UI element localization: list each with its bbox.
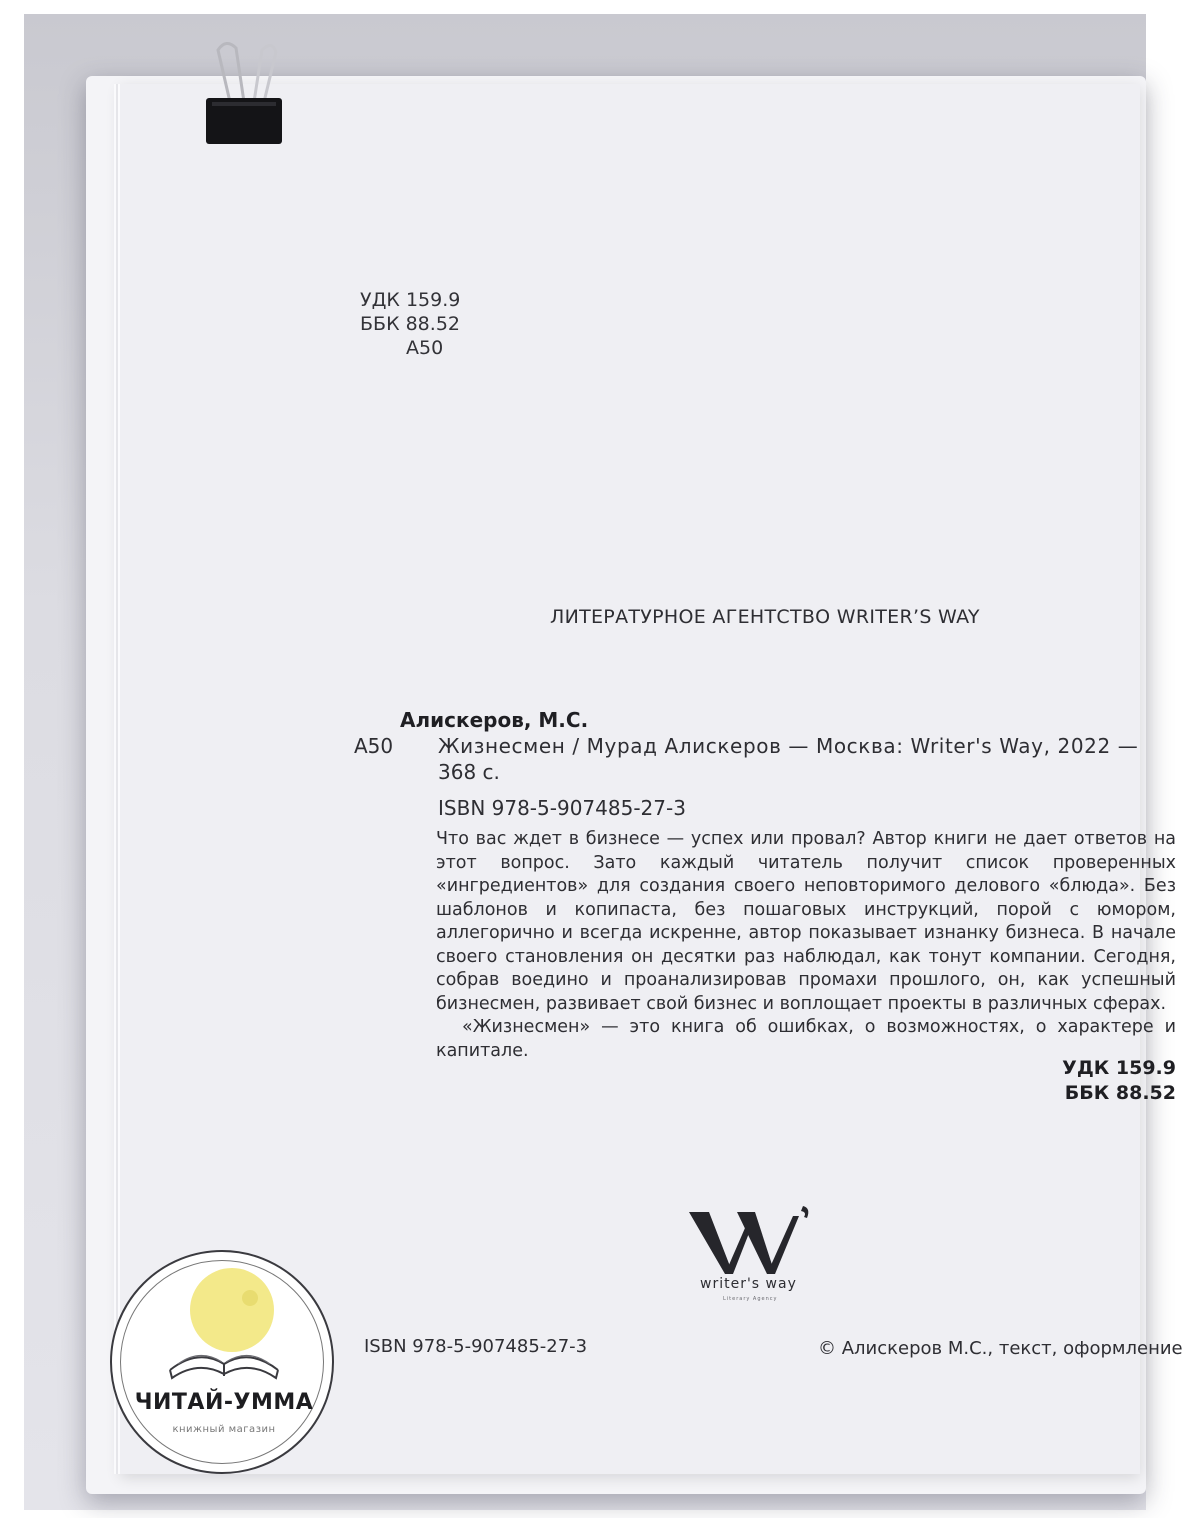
moon-book-icon <box>112 1252 336 1476</box>
record-line-2: 368 с. <box>438 760 500 784</box>
watermark-subtitle: книжный магазин <box>172 1424 276 1435</box>
record-code: А50 <box>354 734 394 758</box>
bbk-code-bottom: ББК 88.52 <box>1064 1082 1176 1104</box>
footer-copyright: © Алискеров М.С., текст, оформление <box>818 1338 1183 1359</box>
udk-code-bottom: УДК 159.9 <box>1062 1057 1176 1079</box>
agency-line: ЛИТЕРАТУРНОЕ АГЕНТСТВО WRITER’S WAY <box>550 606 980 628</box>
shop-watermark <box>110 1250 334 1474</box>
footer-isbn: ISBN 978-5-907485-27-3 <box>364 1336 588 1357</box>
record-line-1: Жизнесмен / Мурад Алискеров — Москва: Writer's Way, 2022 — <box>438 734 1139 758</box>
logo-name: writer's way <box>700 1276 797 1292</box>
abstract-paragraph-2: «Жизнесмен» — это книга об ошибках, о возможностях, о характере и капитале. <box>436 1017 1176 1061</box>
udk-block-bottom <box>820 1056 1176 1106</box>
binder-clip-icon <box>204 36 284 146</box>
logo-tagline: Literary Agency <box>723 1296 778 1302</box>
abstract-paragraph-1: Что вас ждет в бизнесе — успех или провал? Автор книги не дает ответов на этот вопрос. Зато каждый читатель получит список проверенных «ингредиентов» для создания своего неповторимого делового «блюда». Без шаблонов и копипаста, без пошаговых инструкций, порой с юмором, аллегорично и всегда искренне, автор показывает изнанку бизнеса. В начале своего становления он десятки раз наблюдал, как тонут компании. Сегодня, собрав воедино и проанализировав промахи прошлого, он, как успешный бизнесмен, развивает свой бизнес и воплощает проекты в различных сферах. <box>436 829 1176 1014</box>
record-isbn: ISBN 978-5-907485-27-3 <box>438 796 686 820</box>
record-abstract <box>436 828 1176 1063</box>
watermark-name: ЧИТАЙ-УММА <box>134 1390 314 1415</box>
photo-background <box>24 14 1183 1510</box>
udk-code: УДК 159.9 <box>360 289 461 311</box>
author-sign: А50 <box>406 337 444 359</box>
record-author: Алискеров, М.С. <box>400 708 589 732</box>
bbk-code: ББК 88.52 <box>360 313 460 335</box>
udk-block-top <box>360 288 460 360</box>
